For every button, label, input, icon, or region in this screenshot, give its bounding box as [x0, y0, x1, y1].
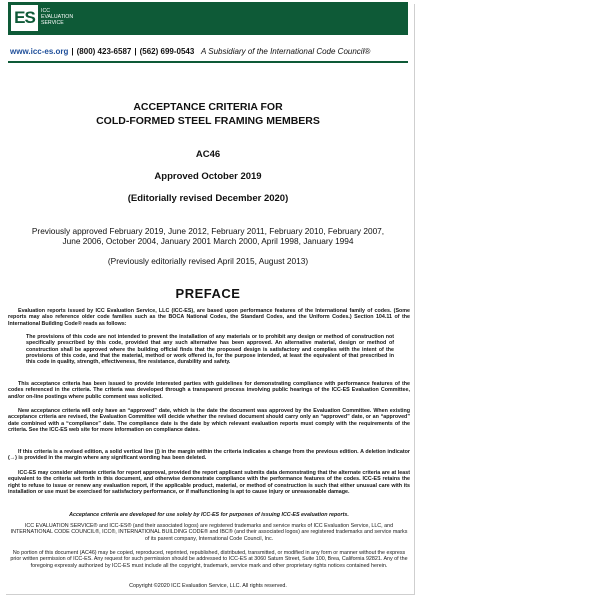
approved-date: Approved October 2019	[154, 171, 262, 182]
ibc-quote: The provisions of this code are not intended to prevent the installation of any materials or to prohibit any design or method of construction not specifically prescribed by this code, provided that any such alternative has been approved. An alternative material, design or method of construction shall be approved where the building official finds that the proposed design is satisfactory and complies with the intent of the provisions of this code, and that the material, method or work offered is, for the purpose intended, at least the equivalent of that prescribed in this code in quality, strength, effectiveness, fire resistance, durability and safety.	[26, 334, 394, 366]
phone-number-2: (562) 699-0543	[139, 47, 195, 56]
preface-heading: PREFACE	[175, 286, 241, 301]
subsidiary-note: A Subsidiary of the International Code Council®	[201, 47, 371, 56]
doc-title-line2: COLD-FORMED STEEL FRAMING MEMBERS	[96, 115, 320, 127]
revised-date: (Editorially revised December 2020)	[127, 193, 289, 204]
previously-revised: (Previously editorially revised April 2015, August 2013)	[107, 256, 309, 266]
previously-approved-line2: June 2006, October 2004, January 2001 March 2000, April 1998, January 1994	[62, 236, 354, 246]
logo-org-name: ICC EVALUATION SERVICE	[41, 8, 74, 26]
copyright-notice: Copyright ©2020 ICC Evaluation Service, LLC. All rights reserved.	[129, 583, 287, 589]
preface-paragraph-5: ICC-ES may consider alternate criteria for report approval, provided the report applicant submits data demonstrating that the alternate criteria are at least equivalent to the criteria set forth in this document, and otherwise demonstrate compliance with the performance features of the codes. ICC-ES retains the right to refuse to issue or renew any evaluation report, if the applicable product, material, or method of construction is such that either unusual care with its installation or use must be exercised for satisfactory performance, or if malfunctioning is apt to cause injury or unreasonable damage.	[8, 470, 410, 495]
preface-paragraph-1: Evaluation reports issued by ICC Evaluation Service, LLC (ICC-ES), are based upon performance features of the International family of codes. (Some reports may also reference older code families such as the BOCA National Codes, the Standard Codes, and the Uniform Codes.) Section 104.11 of the International Building Code® reads as follows:	[8, 308, 410, 327]
doc-title-line1: ACCEPTANCE CRITERIA FOR	[133, 101, 283, 113]
previously-approved-line1: Previously approved February 2019, June 2012, February 2011, February 2010, February 2007,	[31, 226, 385, 236]
preface-paragraph-4: If this criteria is a revised edition, a solid vertical line (|) in the margin within the criteria indicates a change from the previous edition. A deletion indicator (→) is provided in the margin where any significant wording has been deleted.	[8, 449, 410, 462]
trademark-notice: ICC EVALUATION SERVICE® and ICC-ES® (and their associated logos) are registered trademarks and service marks of ICC Evaluation Service, LLC, and INTERNATIONAL CODE COUNCIL®, ICC®, INTERNATIONAL BUILDING CODE® and IBC® (and their associated logos) are registered trademarks and service marks of its parent company, International Code Council, Inc.	[10, 523, 408, 542]
contact-line: www.icc-es.org | (800) 423-6587 | (562) 699-0543 A Subsidiary of the International Code Council®	[10, 47, 371, 56]
header-banner	[8, 2, 408, 35]
website-link[interactable]: www.icc-es.org	[10, 47, 69, 56]
preface-paragraph-6: Acceptance criteria are developed for use solely by ICC-ES for purposes of issuing ICC-ES evaluation reports.	[69, 512, 349, 518]
icc-es-logo: ES	[11, 5, 38, 31]
preface-paragraph-2: This acceptance criteria has been issued to provide interested parties with guidelines for demonstrating compliance with performance features of the codes referenced in the criteria. The criteria was developed through a transparent process involving public hearings of the ICC-ES Evaluation Committee, and/or on-line postings where public comment was solicited.	[8, 381, 410, 400]
phone-number-1: (800) 423-6587	[76, 47, 132, 56]
preface-paragraph-3: New acceptance criteria will only have an “approved” date, which is the date the document was approved by the Evaluation Committee. When existing acceptance criteria are revised, the Evaluation Committee will decide whether the revised document should carry only an “approved” date, or an “approved” date combined with a “compliance” date. The compliance date is the date by which relevant evaluation reports must comply with the requirements of the criteria. See the ICC-ES web site for more information on compliance dates.	[8, 408, 410, 433]
header-divider	[8, 61, 408, 63]
reproduction-notice: No portion of this document (AC46) may be copied, reproduced, reprinted, republished, distributed, transmitted, or modified in any form or manner without the express prior written permission of ICC-ES. Any request for such permission should be addressed to ICC-ES at 3060 Saturn Street, Suite 100, Brea, California 92821. Any of the foregoing expressly authorized by ICC-ES must include all the copyright, trademark, service mark and other proprietary rights notices contained herein.	[10, 550, 408, 569]
doc-code: AC46	[195, 149, 221, 160]
